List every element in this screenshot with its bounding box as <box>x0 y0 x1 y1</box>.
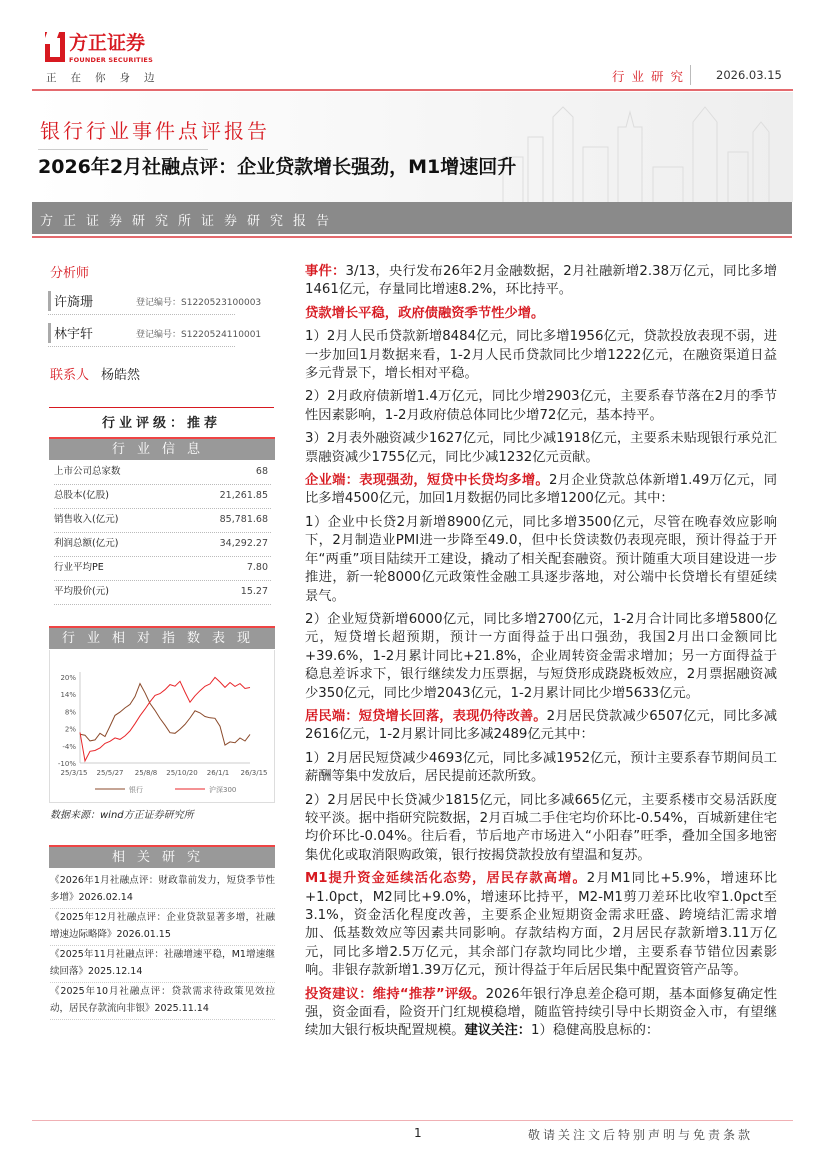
series-line-csi300 <box>80 677 250 761</box>
slogan: 正在你身边 <box>46 72 169 84</box>
series-line-bank <box>80 684 250 746</box>
paragraph-text: 2）企业短贷新增6000亿元，同比多增2700亿元，1-2月合计同比多增5800亿元，短贷增长超预期，预计一方面得益于出口强劲，我国2月出口金额同比+39.6%，1-2月累计同比+21.8%，企业周转资金需求增加；另一方面得益于稳息差诉求下，银行继续发力压票据，与短贷形成跷跷板效应，2月票据融资减少350亿元，同比少增2043亿元，1-2月累计同比少增5633亿元。 <box>305 611 777 701</box>
analyst-name: 林宇轩 <box>54 327 94 342</box>
related-report-link[interactable]: 《2025年11月社融点评：社融增速平稳，M1增速继续回落》2025.12.14 <box>50 946 275 983</box>
paragraph-text: 1）企业中长贷2月新增8900亿元，同比多增3500亿元，尽管在晚春效应影响下，2月制造业PMI进一步降至49.0，但中长贷读数仍表现亮眼，预计得益于开年“两重”项目陆续开工建设，撬动了相关配套融资。预计随重大项目建设进一步推进，新一轮8000亿元政策性金融工具逐步落地，对公端中长贷增长有望延续景气。 <box>305 514 777 604</box>
x-tick-label: 26/1/1 <box>206 769 230 777</box>
paragraph <box>305 263 777 300</box>
chart-heading: 行业相对指数表现 <box>49 626 275 649</box>
report-type: 银行行业事件点评报告 <box>40 119 270 143</box>
paragraph-text: 2月M1同比+5.9%，增速环比+1.0pct，M2同比+9.0%，增速环比持平，M2-M1剪刀差环比收窄1.0pct至3.1%，资金活化程度改善，主要系企业短期资金需求旺盛、跨境结汇需求增加、低基数效应等因素共同影响。存款结构方面，2月居民存款新增3.11万亿元，同比多增2.5万亿元，其余部门存款均同比少增，主要系春节错位因素影响。非银存款新增1.39万亿元，预计得益于年后居民集中配置资管产品等。 <box>305 871 777 979</box>
divider <box>32 1120 793 1121</box>
industry-info-heading: 行业信息 <box>49 437 275 460</box>
paragraph <box>305 430 777 467</box>
y-tick-label: 20% <box>60 674 76 682</box>
y-tick-label: -4% <box>62 742 76 751</box>
contact-name: 杨皓然 <box>101 368 141 383</box>
info-value: 85,781.68 <box>219 514 268 525</box>
paragraph <box>305 388 777 425</box>
info-row <box>54 533 271 557</box>
x-tick-label: 25/10/20 <box>166 769 198 777</box>
related-report-link[interactable]: 《2025年12月社融点评：企业贷款显著多增，社融增速边际略降》2026.01.15 <box>50 909 275 946</box>
info-row <box>54 581 271 605</box>
paragraph-text: 2）2月居民中长贷减少1815亿元，同比多减665亿元，主要系楼市交易活跃度较平淡。据中指研究院数据，2月百城二手住宅均价环比-0.54%，百城新建住宅均价环比-0.04%。往后看，节后地产市场进入“小阳春”旺季，叠加全国多地密集优化或取消限购政策，银行按揭贷款投放有望温和复苏。 <box>305 792 777 863</box>
analyst-bar <box>48 323 51 343</box>
section-lead: 事件： <box>305 264 346 279</box>
section-lead: M1提升资金延续活化态势，居民存款高增。 <box>305 871 587 887</box>
institute-text: 方正证券研究所证券研究报告 <box>40 214 340 229</box>
paragraph <box>305 514 777 606</box>
analyst-bar <box>48 291 51 311</box>
divider <box>38 149 208 150</box>
logo-text-en: FOUNDER SECURITIES <box>69 56 153 64</box>
paragraph-text: 3/13，央行发布26年2月金融数据，2月社融新增2.38万亿元，同比多增1461亿元，存量同比增速8.2%，环比持平。 <box>305 264 778 298</box>
divider <box>32 236 792 238</box>
divider <box>32 89 793 91</box>
paragraph <box>305 328 777 383</box>
paragraph-text: 2026年银行净息差企稳可期，基本面修复确定性强，资金面看，险资开门红规模稳增，随监管持续引导中长期资金入市，有望继续加大银行板块配置规模。 <box>305 986 777 1039</box>
analyst-row <box>48 287 262 315</box>
city-skyline-icon <box>483 97 783 202</box>
related-report-link[interactable]: 《2026年1月社融点评：财政靠前发力，短贷季节性多增》2026.02.14 <box>50 872 275 909</box>
industry-rating: 行业评级：推荐 <box>101 416 221 431</box>
x-tick-label: 26/3/15 <box>240 769 268 777</box>
info-value: 34,292.27 <box>219 538 268 549</box>
paragraph <box>305 986 777 1041</box>
x-tick-label: 25/8/8 <box>134 769 158 777</box>
page-number: 1 <box>414 1126 422 1140</box>
chart-svg <box>50 650 276 802</box>
info-label: 利润总额(亿元) <box>54 538 119 549</box>
paragraph-text: 3）2月表外融资减少1627亿元，同比少减1918亿元，主要系未贴现银行承兑汇票融资减少1755亿元，同比少减1232亿元贡献。 <box>305 431 777 465</box>
section-lead: 企业端：表现强劲，短贷中长贷均多增。 <box>305 473 549 489</box>
analyst-reg: 登记编号：S1220524110001 <box>136 330 262 340</box>
logo-text-cn: 方正证券 <box>69 32 146 54</box>
section-lead: 贷款增长平稳，政府债融资季节性少增。 <box>305 305 545 321</box>
divider <box>49 407 274 408</box>
x-tick-label: 25/3/15 <box>60 769 88 777</box>
disclaimer: 敬请关注文后特别声明与免责条款 <box>528 1128 754 1142</box>
paragraph-text: 1）稳健高股息标的： <box>531 1023 660 1039</box>
info-row <box>54 557 271 581</box>
paragraph <box>305 750 777 787</box>
analyst-row <box>48 319 262 347</box>
info-row <box>54 485 271 509</box>
legend-label: 沪深300 <box>209 786 237 794</box>
report-title: 2026年2月社融点评：企业贷款增长强劲，M1增速回升 <box>38 156 517 178</box>
report-date: 2026.03.15 <box>716 68 782 82</box>
info-value: 21,261.85 <box>219 490 268 501</box>
info-value: 15.27 <box>240 586 268 597</box>
analyst-heading: 分析师 <box>50 266 90 281</box>
contact-label: 联系人 <box>50 368 90 383</box>
paragraph <box>305 611 777 703</box>
y-tick-label: -10% <box>57 760 76 768</box>
y-tick-label: 2% <box>64 725 76 734</box>
analyst-reg: 登记编号：S1220523100003 <box>136 298 262 308</box>
related-report-link[interactable]: 《2025年10月社融点评：贷款需求待政策见效拉动，居民存款流向非银》2025.11.14 <box>50 983 275 1020</box>
info-row <box>54 509 271 533</box>
paragraph-text: 2月企业贷款总体新增1.49万亿元，同比多增4500亿元，加回1月数据仍同比多增1200亿元。其中： <box>305 473 777 507</box>
info-label: 行业平均PE <box>54 562 104 573</box>
contact <box>50 364 140 383</box>
relative-index-chart <box>49 650 275 803</box>
paragraph <box>305 792 777 866</box>
info-value: 7.80 <box>246 562 268 573</box>
paragraph-text: 1）2月居民短贷减少4693亿元，同比多减1952亿元，预计主要系春节期间员工薪酬等集中发放后，居民提前还款所致。 <box>305 750 777 785</box>
paragraph <box>305 870 777 980</box>
section-lead: 投资建议：维持“推荐”评级。 <box>305 986 486 1002</box>
logo-mark-icon <box>45 32 65 62</box>
info-label: 销售收入(亿元) <box>54 514 119 525</box>
paragraph <box>305 708 777 745</box>
section-lead: 居民端：短贷增长回落，表现仍待改善。 <box>305 708 547 724</box>
report-category: 行业研究 <box>612 69 691 84</box>
related-research-heading: 相关研究 <box>49 845 275 868</box>
bold-text: 建议关注： <box>464 1023 532 1039</box>
report-body <box>305 263 777 1046</box>
info-label: 总股本(亿股) <box>54 490 109 501</box>
founder-securities-logo <box>45 30 185 70</box>
info-label: 上市公司总家数 <box>54 466 121 477</box>
y-tick-label: 14% <box>60 691 76 700</box>
paragraph <box>305 305 777 323</box>
x-tick-label: 25/5/27 <box>96 769 124 777</box>
paragraph-text: 2月居民贷款减少6507亿元，同比多减2616亿元，1-2月累计同比多减2489亿元其中： <box>305 708 777 743</box>
paragraph-text: 2）2月政府债新增1.4万亿元，同比少增2903亿元，主要系春节落在2月的季节性因素影响，1-2月政府债总体同比少增72亿元，基本持平。 <box>305 389 777 423</box>
divider <box>690 65 691 85</box>
title-banner <box>32 92 793 202</box>
y-tick-label: 8% <box>64 708 76 717</box>
paragraph <box>305 472 777 509</box>
institute-bar <box>32 202 792 234</box>
info-row <box>54 461 271 485</box>
chart-source: 数据来源：wind方正证券研究所 <box>50 810 194 821</box>
paragraph-text: 1）2月人民币贷款新增8484亿元，同比多增1956亿元，贷款投放表现不弱，进一步加回1月数据来看，1-2月人民币贷款同比少增1222亿元，在融资渠道日益多元背景下，增长相对平稳。 <box>305 329 777 382</box>
legend-label: 银行 <box>129 786 143 794</box>
info-value: 68 <box>255 466 268 477</box>
analyst-name: 许旖珊 <box>54 295 94 310</box>
info-label: 平均股价(元) <box>54 586 109 597</box>
